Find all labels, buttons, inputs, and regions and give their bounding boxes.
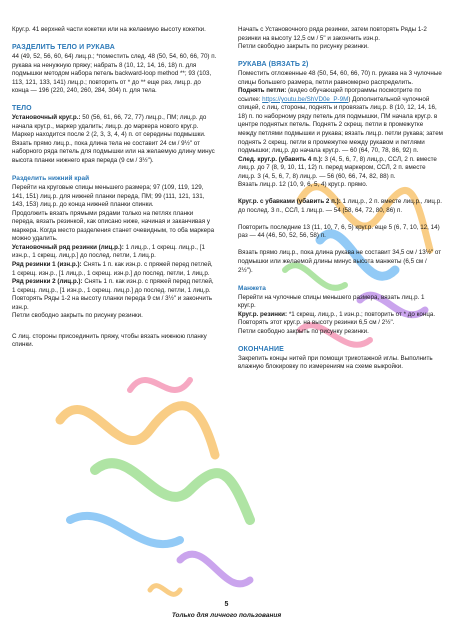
cuff-repeat-paragraph: Повторять этот круг.р. на высоту резинки 6,5 см / 2½". (238, 319, 395, 327)
rib-row2-paragraph (12, 278, 217, 295)
right-top-paragraph: Начать с Установочного ряда резинки, затем повторять Ряды 1-2 резинки на высоту 12,5 см / 5" и закончить изн.р. (238, 26, 427, 42)
split-paragraph: Перейти на круговые спицы меньшего размера; 97 (109, 119, 129, 141, 151) лиц.р. для нижней планки переда, ПМ; 99 (111, 121, 131, 143, 153) лиц.р. до конца нижней планки спинки. (12, 184, 205, 209)
decrease-lead: След. круг.р. (убавить 4 п.): (238, 155, 323, 163)
decrease2-paragraph (238, 198, 443, 215)
rib-setup-paragraph (12, 244, 217, 261)
intro-paragraph: Круг.р. 41 верхней части кокетки или на желаемую высоту кокетки. (12, 26, 206, 33)
finish-paragraph: Закрепить концы нитей при помощи трикотажной иглы. Выполнить влажную блокировку по измерениям на схеме выкройки. (238, 354, 433, 371)
body-lead: Установочный круг.р.: (12, 114, 81, 122)
rib-row1-text: Снять 1 п. как изн.р. с пряжей перед петлей, 1 скрещ. изн.р., [1 лиц.р., 1 скрещ. изн.р.] до послед. петли, 1 лиц.р. (12, 260, 213, 277)
rib-setup-lead: Установочный ряд резинки (лиц.р.): (12, 243, 124, 251)
pickup-text-2: ) Дополнительной чулочной спицей, с лиц. стороны, поднять и провязать лиц.р. 8 (10, 12, 14, 16, 18) п. по наборному ряду петель для подмышки, ПМ начала круг.р. в центре поднятых петель. Поднять 2 скрещ. петли в промежутке между петлями подмышки и рукава; вязать лиц.р. петли рукава; затем поднять 2 скрещ. петли в промежутке между рукавом и петлями подмышки; лиц.р. до начала круг.р. — 60 (64, 70, 78, 86, 92) п. (238, 95, 443, 155)
body-paragraph (12, 114, 217, 165)
repeat-decrease-paragraph: Повторить последние 13 (11, 10, 7, 6, 5) круг.р. еще 5 (6, 7, 10, 12, 14) раз — 44 (46, 50, 52, 56, 58) п. (238, 223, 440, 240)
close-paragraph: Петли свободно закрыть по рисунку резинки. (12, 312, 143, 320)
repeat-paragraph: Повторять Ряды 1-2 на высоту планки переда 9 см / 3½" и закончить изн.р. (12, 295, 212, 311)
heading-body: ТЕЛО (12, 105, 32, 113)
video-link[interactable]: https://youtu.be/ShVD0e_P-9M (262, 95, 349, 103)
decrease-straight: Вязать лиц.р. 12 (10, 9, 6, 5, 4) круг.р. прямо. (238, 181, 368, 189)
decrease-paragraph (238, 156, 443, 182)
heading-cuff: Манжета (238, 284, 266, 292)
footer-note: Только для личного пользования (171, 612, 282, 619)
heading-body-sleeves: РАЗДЕЛИТЬ ТЕЛО И РУКАВА (12, 44, 115, 52)
cuff-paragraph: Перейти на чулочные спицы меньшего размера, вязать лиц.р. 1 круг.р. (238, 293, 425, 310)
rib-row2-lead: Ряд резинки 2 (лиц.р.): (12, 278, 83, 286)
page-number: 5 (224, 601, 229, 608)
decrease-text: 3 (4, 5, 6, 7, 8) лиц.р., ССЛ, 2 п. вместе лиц.р. до 7 (8, 9, 10, 11, 12) п. перед маркером, ССЛ, 2 п. вместе лиц.р. 3 (4, 5, 6, 7, 8) лиц.р. — 56 (60, 66, 74, 82, 88) п. (238, 155, 437, 180)
rib-setup-text: 1 лиц.р., 1 скрещ. лиц.р., [1 изн.р., 1 скрещ. лиц.р.] до послед. петли, 1 лиц.р. (12, 243, 205, 260)
cuff-rib-lead: Круг.р. резинки: (238, 310, 288, 318)
body-sleeves-paragraph: 44 (49, 52, 56, 60, 64) лиц.р.; *поместить след. 48 (50, 54, 60, 66, 70) п. рукава на ненужную пряжу; набрать 8 (10, 12, 14, 16, 18) п. для подмышки методом набора петель backward-loop method **; 93 (103, 113, 121, 133, 141) лиц.р.; повторить от * до ** еще раз, лиц.р. до конца — 196 (220, 240, 260, 284, 304) п. для тела. (12, 53, 217, 95)
cuff-rib-paragraph (238, 311, 443, 320)
decrease2-lead: Круг.р. с убавками (убавить 2 п.): (238, 198, 341, 206)
right-top-close: Петли свободно закрыть по рисунку резинки. (238, 43, 369, 51)
straight-paragraph: Вязать прямо лиц.р., пока длина рукава не составит 34,5 см / 13½" от подмышки или желаемой длины минус высота манжеты (6,5 см / 2½"). (238, 249, 442, 274)
rib-row1-paragraph (12, 261, 217, 278)
back-paragraph: С лиц. стороны присоединить пряжу, чтобы вязать нижнюю планку спинки. (12, 332, 207, 349)
rib-row2-text: Снять 1 п. как изн.р. с пряжей перед петлей, 1 скрещ. лиц.р., [1 изн.р., 1 скрещ. лиц.р.] до послед. петли, 1 лиц.р. (12, 278, 214, 294)
heading-sleeves: РУКАВА (ВЯЗАТЬ 2) (238, 61, 309, 69)
pickup-paragraph (238, 87, 443, 155)
cuff-close-paragraph: Петли свободно закрыть по рисунку резинки. (238, 327, 369, 335)
heading-finish: ОКОНЧАНИЕ (238, 345, 284, 353)
cuff-rib-text: *1 скрещ. лиц.р., 1 изн.р.; повторить от * до конца. (288, 310, 436, 318)
heading-split: Разделить нижний край (12, 175, 90, 183)
split-paragraph-2: Продолжить вязать прямыми рядами только на петлях планки переда, вязать резинкой, как описано ниже, начиная и заканчивая у маркера. Когда место разделения станет очевидным, то оба маркера можно удалить. (12, 209, 215, 243)
right-column (238, 26, 443, 380)
sleeves-paragraph: Поместить отложенные 48 (50, 54, 60, 66, 70) п. рукава на 3 чулочные спицы большего размера, петли равномерно распределить. (238, 70, 442, 86)
left-column (12, 26, 217, 358)
decrease2-text: 1 лиц.р., 2 п. вместе лиц.р., лиц.р. до послед. 3 п., ССЛ, 1 лиц.р. — 54 (58, 64, 72, 80, 86) п. (238, 198, 442, 214)
pickup-lead: Поднять петли: (238, 87, 287, 95)
rib-row1-lead: Ряд резинки 1 (изн.р.): (12, 260, 82, 268)
pickup-text-1: (видео обучающей программы посмотрите по ссылке: (238, 87, 422, 103)
body-text: 50 (56, 61, 66, 72, 77) лиц.р., ПМ; лиц.р. до начала круг.р., маркер удалить; лиц.р. до маркера нового круг.р. Маркер находится после 2 (2, 3, 3, 4, 4) п. от середины подмышки. Вязать прямо лиц.р., пока длина тела не составит 24 см / 9½" от наборного ряда петель для подмышки или на желаемую длину минус высота планки нижнего края переда (9 см / 3½"). (12, 114, 215, 165)
